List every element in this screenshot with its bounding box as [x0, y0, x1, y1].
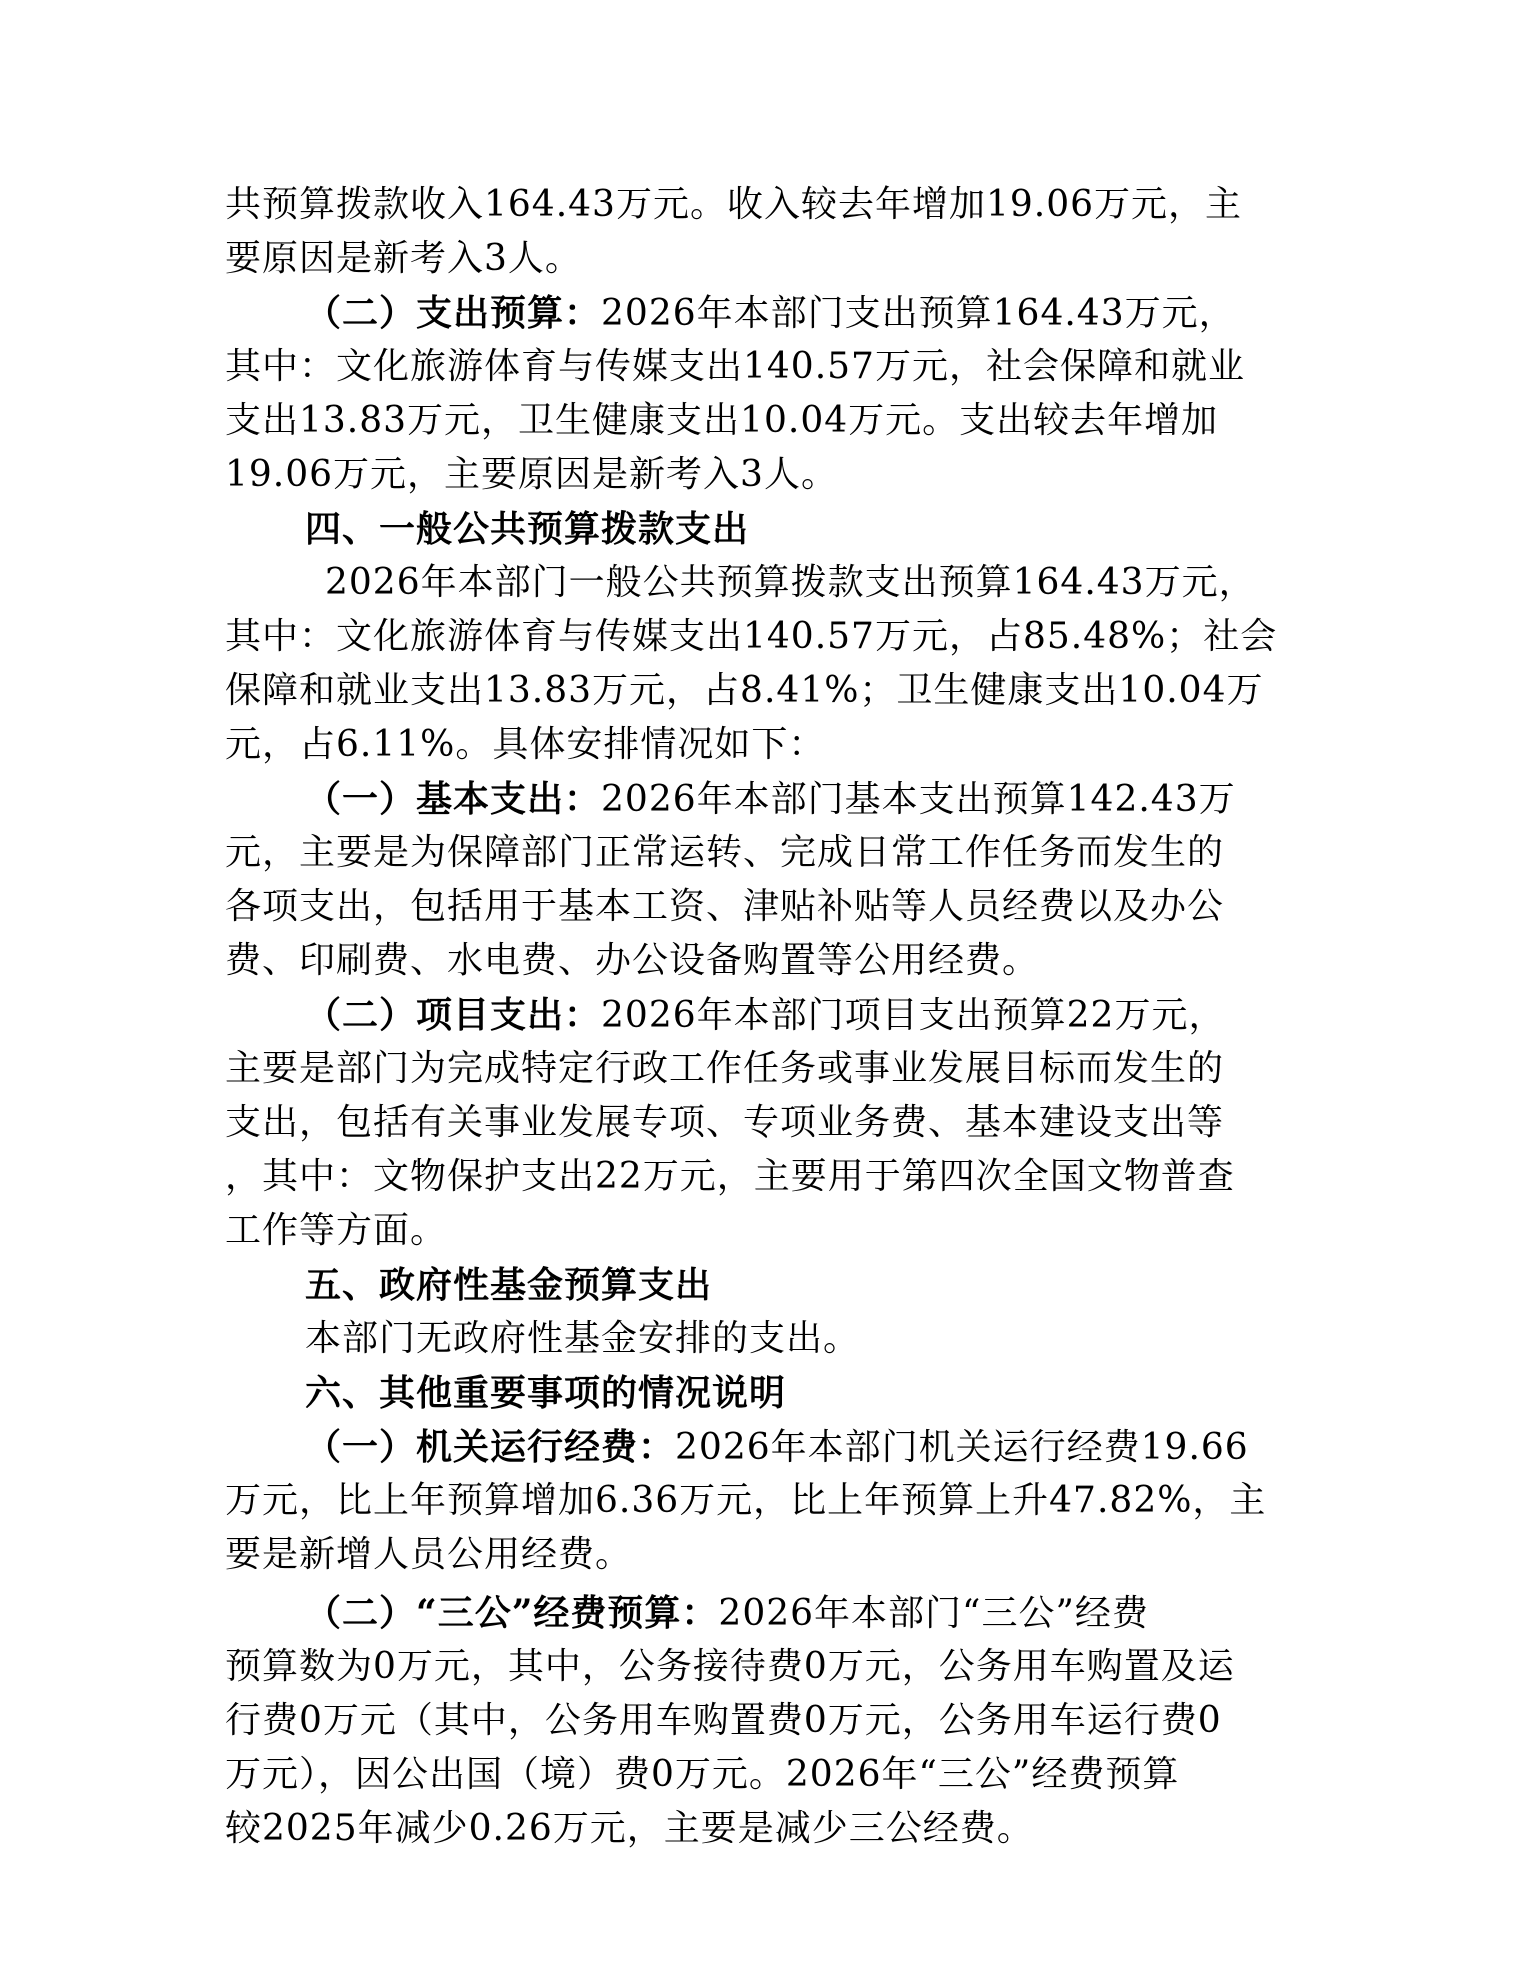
- text-line: 其中：文化旅游体育与传媒支出140.57万元，占85.48%；社会: [225, 616, 1278, 657]
- text-line: 其中：文化旅游体育与传媒支出140.57万元，社会保障和就业: [225, 346, 1245, 387]
- text-line: 元，占6.11%。具体安排情况如下：: [225, 724, 826, 765]
- text-run: 2026年本部门“三公”经费: [718, 1593, 1149, 1634]
- text-run: 2026年本部门项目支出预算22万元，: [601, 995, 1226, 1036]
- text-line: 万元，比上年预算增加6.36万元，比上年预算上升47.82%，主: [225, 1480, 1267, 1521]
- text-line: 支出13.83万元，卫生健康支出10.04万元。支出较去年增加: [225, 400, 1219, 441]
- section-heading-5: 五、政府性基金预算支出: [305, 1264, 713, 1306]
- document-page: [225, 178, 1295, 1856]
- paragraph-basic-expenditure: [225, 772, 1295, 826]
- subheading-basic-expenditure: （一）基本支出：: [305, 778, 602, 820]
- text-line: 共预算拨款收入164.43万元。收入较去年增加19.06万元，主: [225, 184, 1243, 225]
- text-line: 万元），因公出国（境）费0万元。2026年“三公”经费预算: [225, 1754, 1180, 1795]
- subheading-three-public-expenses: （二）“三公”经费预算：: [305, 1592, 719, 1634]
- section-heading-4: 四、一般公共预算拨款支出: [305, 508, 750, 550]
- text-run: 2026年本部门基本支出预算142.43万: [601, 779, 1236, 820]
- section-heading-6: 六、其他重要事项的情况说明: [305, 1372, 787, 1414]
- text-line: 工作等方面。: [225, 1210, 448, 1251]
- text-line: 较2025年减少0.26万元，主要是减少三公经费。: [225, 1808, 1034, 1849]
- text-line: 费、印刷费、水电费、办公设备购置等公用经费。: [225, 940, 1040, 981]
- paragraph-project-expenditure: [225, 988, 1295, 1042]
- text-line: 元，主要是为保障部门正常运转、完成日常工作任务而发生的: [225, 832, 1225, 873]
- subheading-project-expenditure: （二）项目支出：: [305, 994, 602, 1036]
- text-line: 本部门无政府性基金安排的支出。: [305, 1318, 861, 1359]
- text-line: 19.06万元，主要原因是新考入3人。: [225, 454, 838, 495]
- text-line: 2026年本部门一般公共预算拨款支出预算164.43万元，: [325, 562, 1256, 603]
- text-line: 主要是部门为完成特定行政工作任务或事业发展目标而发生的: [225, 1048, 1225, 1089]
- text-line: 预算数为0万元，其中，公务接待费0万元，公务用车购置及运: [225, 1646, 1235, 1687]
- text-line: 各项支出，包括用于基本工资、津贴补贴等人员经费以及办公: [225, 886, 1225, 927]
- text-line: 保障和就业支出13.83万元，占8.41%；卫生健康支出10.04万: [225, 670, 1264, 711]
- text-line: 行费0万元（其中，公务用车购置费0万元，公务用车运行费0: [225, 1700, 1222, 1741]
- text-line: 要是新增人员公用经费。: [225, 1534, 633, 1575]
- text-line: ，其中：文物保护支出22万元，主要用于第四次全国文物普查: [225, 1156, 1235, 1197]
- paragraph-operating-expenses: [225, 1420, 1295, 1474]
- text-run: 2026年本部门支出预算164.43万元，: [601, 293, 1236, 334]
- subheading-expenditure-budget: （二）支出预算：: [305, 292, 602, 334]
- text-line: 要原因是新考入3人。: [225, 238, 582, 279]
- text-line: 支出，包括有关事业发展专项、专项业务费、基本建设支出等: [225, 1102, 1225, 1143]
- paragraph-three-public-expenses: [225, 1586, 1295, 1640]
- subheading-operating-expenses: （一）机关运行经费：: [305, 1426, 676, 1468]
- text-run: 2026年本部门机关运行经费19.66: [675, 1427, 1249, 1468]
- paragraph-expenditure-budget: [225, 286, 1295, 340]
